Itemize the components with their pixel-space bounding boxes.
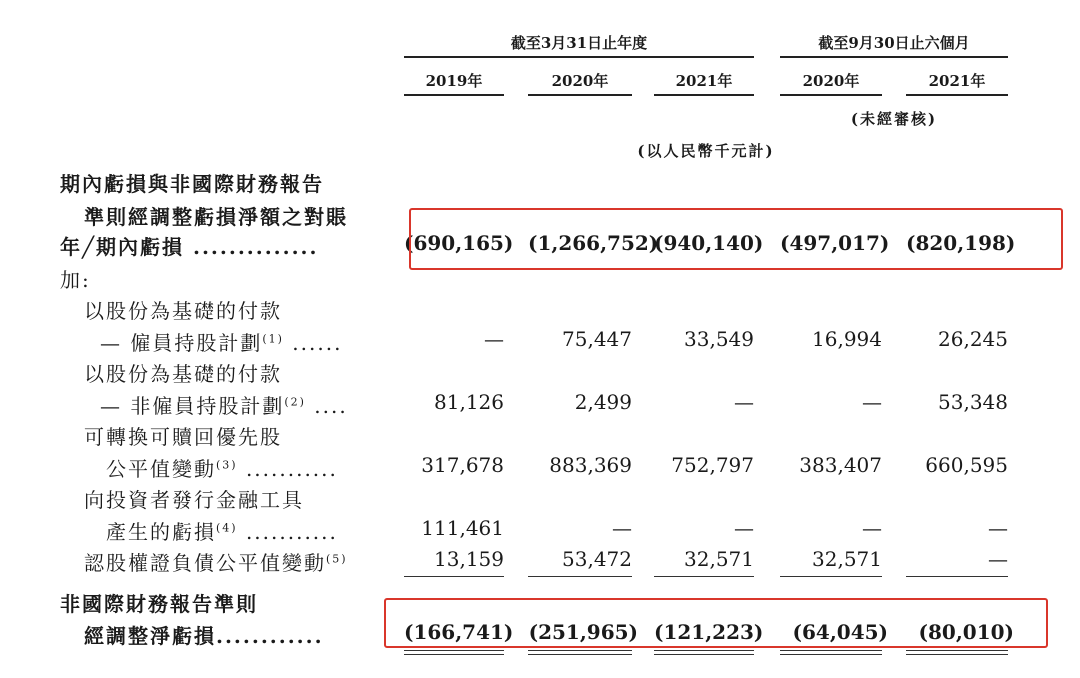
financial-instruments-line1: 向投資者發行金融工具	[84, 488, 304, 512]
esop-employee-value: 75,447	[562, 327, 632, 351]
total-double-rule	[654, 650, 754, 651]
year-header-rule	[528, 94, 632, 96]
highlight-box-net-loss	[409, 208, 1063, 270]
subtotal-rule	[404, 576, 504, 577]
esop-employee-line1: 以股份為基礎的付款	[84, 299, 282, 323]
esop-nonemployee-value: 53,348	[938, 390, 1008, 414]
net-loss-value: (820,198)	[906, 231, 1016, 255]
esop-nonemployee-value: 81,126	[434, 390, 504, 414]
preferred-shares-value: 317,678	[421, 453, 504, 477]
financial-instruments-value: —	[612, 516, 632, 540]
highlight-box-adjusted-net-loss	[384, 598, 1048, 648]
preferred-shares-value: 883,369	[549, 453, 632, 477]
total-double-rule	[404, 650, 504, 651]
net-loss-value: (690,165)	[404, 231, 514, 255]
adjusted-net-loss-value: (64,045)	[792, 620, 888, 644]
esop-nonemployee-line2: — 非僱員持股計劃$^{(2)}$ ....	[100, 394, 348, 418]
warrant-liability-value: 32,571	[684, 547, 754, 571]
esop-employee-value: 33,549	[684, 327, 754, 351]
total-double-rule	[654, 654, 754, 655]
subtotal-rule	[654, 576, 754, 577]
warrant-liability-value: 32,571	[812, 547, 882, 571]
year-header: 2021年	[675, 72, 733, 90]
esop-employee-value: —	[484, 327, 504, 351]
header-group-rule	[404, 56, 754, 58]
warrant-liability-value: —	[988, 547, 1008, 571]
section-title-line2: 準則經調整虧損淨額之對賬	[84, 205, 348, 229]
preferred-shares-value: 660,595	[925, 453, 1008, 477]
preferred-shares-value: 752,797	[671, 453, 754, 477]
currency-unit-note: (以人民幣千元計)	[637, 142, 775, 160]
esop-nonemployee-value: —	[862, 390, 882, 414]
total-double-rule	[780, 650, 882, 651]
subtotal-rule	[780, 576, 882, 577]
year-header: 2019年	[425, 72, 483, 90]
esop-nonemployee-value: —	[734, 390, 754, 414]
year-header: 2021年	[928, 72, 986, 90]
net-loss-label: 年╱期內虧損 ..............	[60, 235, 319, 259]
esop-nonemployee-value: 2,499	[574, 390, 632, 414]
warrant-liability-label: 認股權證負債公平值變動$^{(5)}$	[84, 551, 348, 575]
year-header-rule	[906, 94, 1008, 96]
net-loss-value: (940,140)	[654, 231, 764, 255]
financial-instruments-value: —	[862, 516, 882, 540]
section-title-line1: 期內虧損與非國際財務報告	[60, 172, 324, 196]
subtotal-rule	[528, 576, 632, 577]
header-group-rule	[780, 56, 1008, 58]
adjusted-net-loss-value: (166,741)	[404, 620, 514, 644]
adjusted-net-loss-value: (121,223)	[654, 620, 764, 644]
financial-instruments-line2: 產生的虧損$^{(4)}$ ...........	[106, 520, 338, 544]
unaudited-note: (未經審核)	[850, 110, 938, 128]
total-double-rule	[528, 650, 632, 651]
preferred-shares-line2: 公平值變動$^{(3)}$ ...........	[106, 457, 338, 481]
total-double-rule	[780, 654, 882, 655]
adjusted-net-loss-value: (251,965)	[528, 620, 638, 644]
subtotal-rule	[906, 576, 1008, 577]
year-header-rule	[780, 94, 882, 96]
warrant-liability-value: 53,472	[562, 547, 632, 571]
warrant-liability-value: 13,159	[434, 547, 504, 571]
year-header: 2020年	[551, 72, 609, 90]
add-label: 加:	[60, 268, 91, 292]
preferred-shares-value: 383,407	[799, 453, 882, 477]
year-header: 2020年	[802, 72, 860, 90]
year-header-rule	[654, 94, 754, 96]
financial-instruments-value: 111,461	[421, 516, 504, 540]
adjusted-net-loss-value: (80,010)	[918, 620, 1014, 644]
esop-employee-line2: — 僱員持股計劃$^{(1)}$ ......	[100, 331, 343, 355]
adjusted-net-loss-line2: 經調整淨虧損............	[84, 624, 324, 648]
net-loss-value: (497,017)	[780, 231, 890, 255]
financial-instruments-value: —	[734, 516, 754, 540]
total-double-rule	[404, 654, 504, 655]
net-loss-value: (1,266,752)	[528, 231, 659, 255]
year-header-rule	[404, 94, 504, 96]
preferred-shares-line1: 可轉換可贖回優先股	[84, 425, 282, 449]
total-double-rule	[528, 654, 632, 655]
adjusted-net-loss-line1: 非國際財務報告準則	[60, 592, 258, 616]
header-group-fiscal-year: 截至3月31日止年度	[510, 34, 648, 52]
header-group-six-months: 截至9月30日止六個月	[818, 34, 970, 52]
financial-instruments-value: —	[988, 516, 1008, 540]
esop-nonemployee-line1: 以股份為基礎的付款	[84, 362, 282, 386]
esop-employee-value: 26,245	[938, 327, 1008, 351]
total-double-rule	[906, 654, 1008, 655]
esop-employee-value: 16,994	[812, 327, 882, 351]
total-double-rule	[906, 650, 1008, 651]
